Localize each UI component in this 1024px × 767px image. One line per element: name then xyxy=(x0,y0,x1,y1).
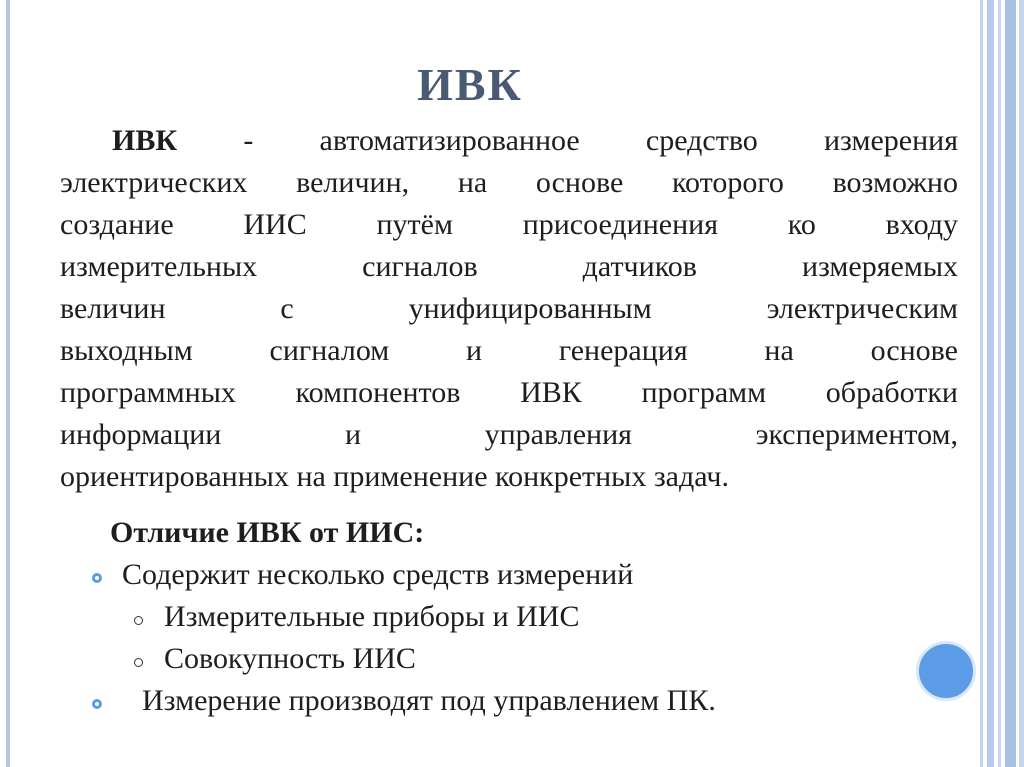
sub-bullet-icon xyxy=(134,616,143,625)
slide-title: ИВК xyxy=(417,59,523,110)
left-frame-line xyxy=(6,0,10,767)
bullet-icon xyxy=(92,573,102,583)
difference-heading: Отличие ИВК от ИИС: xyxy=(110,516,425,549)
right-frame-stripe xyxy=(1005,0,1016,767)
definition-line: ориентированных на применение конкретных задач. xyxy=(60,460,729,493)
definition-line: выходным сигналом и генерация на основе xyxy=(60,334,958,367)
definition-line: программных компонентов ИВК программ обработки xyxy=(60,376,958,409)
definition-line: информации и управления экспериментом, xyxy=(60,418,958,451)
right-frame-stripe xyxy=(987,0,994,767)
definition-term: ИВК xyxy=(112,124,178,157)
right-frame-stripe xyxy=(980,0,983,767)
list-item: Измерение производят под управлением ПК. xyxy=(142,684,716,717)
definition-paragraph xyxy=(60,120,958,498)
bullet-icon xyxy=(92,699,102,709)
list-subitem: Измерительные приборы и ИИС xyxy=(164,600,580,633)
definition-line: величин с унифицированным электрическим xyxy=(60,292,958,325)
right-frame-stripe xyxy=(1019,0,1024,767)
sub-bullet-icon xyxy=(134,658,143,667)
definition-line: электрических величин, на основе которого возможно xyxy=(60,166,958,199)
list-item: Содержит несколько средств измерений xyxy=(122,558,634,591)
definition-line: создание ИИС путём присоединения ко входу xyxy=(60,208,958,241)
list-subitem: Совокупность ИИС xyxy=(164,642,416,675)
decorative-circle xyxy=(916,641,976,701)
definition-line: ИВК - автоматизированное средство измерения xyxy=(112,124,958,157)
right-frame-stripe xyxy=(998,0,1001,767)
definition-line: измерительных сигналов датчиков измеряемых xyxy=(60,250,958,283)
